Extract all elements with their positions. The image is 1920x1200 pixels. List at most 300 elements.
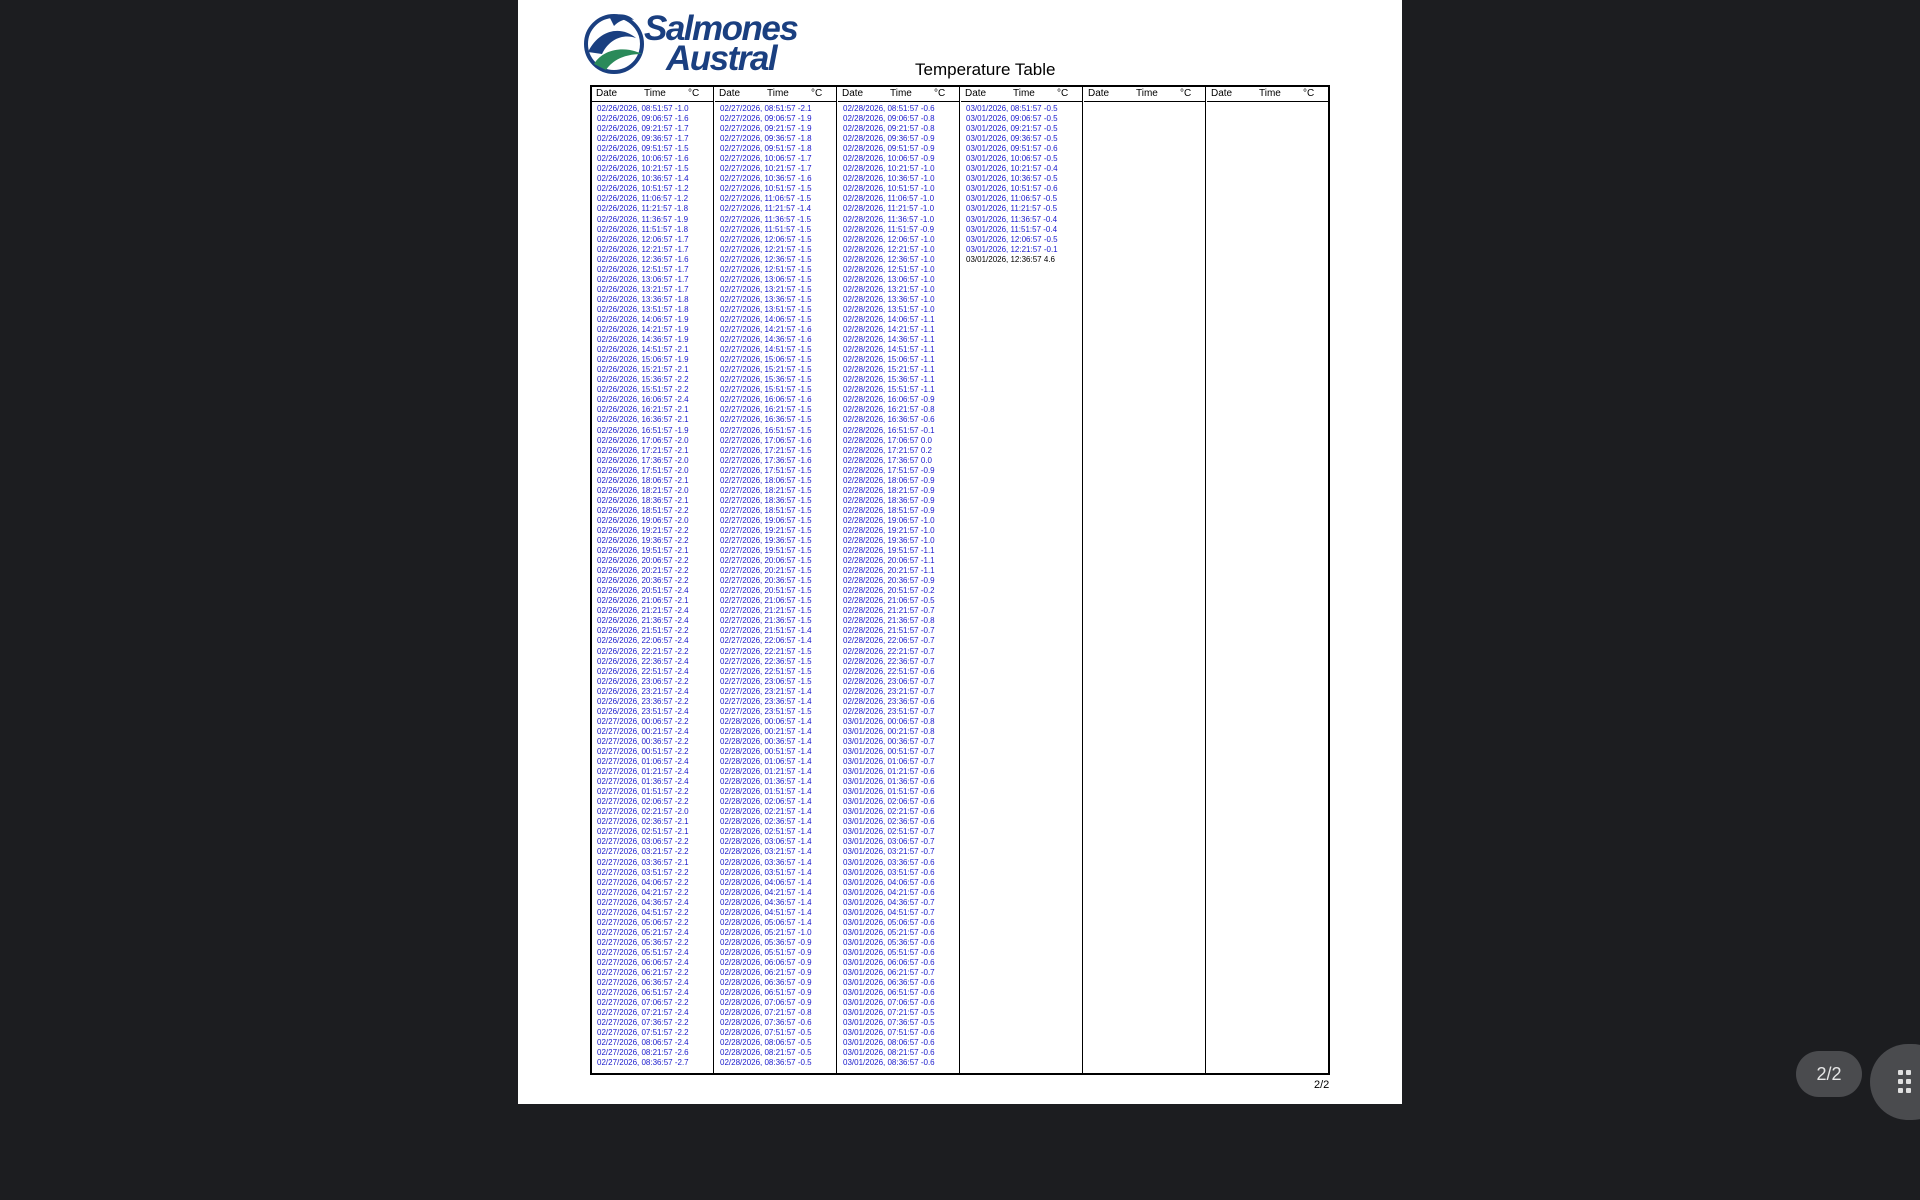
table-row: 02/26/2026, 21:06:57 -2.1 — [597, 596, 689, 606]
table-row: 02/28/2026, 04:51:57 -1.4 — [720, 907, 812, 917]
table-row: 02/28/2026, 04:21:57 -1.4 — [720, 887, 812, 897]
table-row: 02/28/2026, 11:06:57 -1.0 — [843, 194, 935, 204]
table-row: 02/27/2026, 05:06:57 -2.2 — [597, 917, 689, 927]
table-row: 02/28/2026, 15:06:57 -1.1 — [843, 355, 935, 365]
table-row: 03/01/2026, 02:36:57 -0.6 — [843, 817, 935, 827]
table-row: 02/27/2026, 11:21:57 -1.4 — [720, 204, 812, 214]
table-column — [838, 87, 960, 1073]
table-row: 02/27/2026, 16:21:57 -1.5 — [720, 405, 812, 415]
table-row: 02/28/2026, 13:21:57 -1.0 — [843, 284, 935, 294]
table-row: 02/27/2026, 12:21:57 -1.5 — [720, 244, 812, 254]
table-row: 03/01/2026, 12:36:57 4.6 — [966, 254, 1055, 264]
table-row: 02/28/2026, 20:06:57 -1.1 — [843, 556, 935, 566]
table-row: 02/26/2026, 16:51:57 -1.9 — [597, 425, 689, 435]
page-counter-badge[interactable]: 2/2 — [1796, 1051, 1862, 1097]
table-row: 02/26/2026, 18:06:57 -2.1 — [597, 475, 689, 485]
table-row: 02/28/2026, 18:36:57 -0.9 — [843, 495, 935, 505]
table-row: 03/01/2026, 10:36:57 -0.5 — [966, 174, 1058, 184]
table-row: 02/26/2026, 08:51:57 -1.0 — [597, 104, 689, 113]
table-row: 02/27/2026, 18:21:57 -1.5 — [720, 485, 812, 495]
table-row: 02/27/2026, 14:36:57 -1.6 — [720, 335, 812, 345]
table-row: 02/27/2026, 11:06:57 -1.5 — [720, 194, 812, 204]
table-row: 02/28/2026, 09:06:57 -0.8 — [843, 114, 935, 124]
table-row: 03/01/2026, 08:36:57 -0.6 — [843, 1058, 935, 1068]
table-row: 02/28/2026, 22:36:57 -0.7 — [843, 656, 935, 666]
table-row: 02/27/2026, 09:06:57 -1.9 — [720, 114, 812, 124]
table-row: 02/26/2026, 23:06:57 -2.2 — [597, 676, 689, 686]
document-title: Temperature Table — [915, 60, 1056, 79]
table-row: 02/26/2026, 17:36:57 -2.0 — [597, 455, 689, 465]
table-row: 02/26/2026, 23:51:57 -2.4 — [597, 706, 689, 716]
table-row: 03/01/2026, 00:51:57 -0.7 — [843, 747, 935, 756]
table-row: 02/26/2026, 18:51:57 -2.2 — [597, 505, 689, 515]
column-header — [592, 87, 713, 102]
table-row: 03/01/2026, 04:21:57 -0.6 — [843, 887, 935, 897]
table-row: 02/28/2026, 10:21:57 -1.0 — [843, 164, 935, 174]
table-row: 02/28/2026, 08:36:57 -0.5 — [720, 1058, 812, 1068]
table-row: 03/01/2026, 10:06:57 -0.5 — [966, 154, 1058, 164]
table-row: 02/28/2026, 04:06:57 -1.4 — [720, 877, 812, 887]
table-row: 03/01/2026, 04:51:57 -0.7 — [843, 907, 935, 917]
table-row: 02/26/2026, 19:51:57 -2.1 — [597, 546, 689, 556]
table-row: 02/27/2026, 22:06:57 -1.4 — [720, 636, 812, 646]
logo-text-line2: Austral — [666, 39, 777, 78]
header-time: Time — [767, 88, 789, 99]
table-row: 02/28/2026, 06:06:57 -0.9 — [720, 957, 812, 967]
table-row: 02/26/2026, 22:21:57 -2.2 — [597, 646, 689, 656]
table-row: 03/01/2026, 10:21:57 -0.4 — [966, 164, 1058, 174]
table-row: 02/27/2026, 04:06:57 -2.2 — [597, 877, 689, 887]
table-row: 02/28/2026, 15:36:57 -1.1 — [843, 375, 935, 385]
table-row: 02/27/2026, 00:21:57 -2.4 — [597, 726, 689, 736]
table-row: 02/26/2026, 10:06:57 -1.6 — [597, 154, 689, 164]
table-row: 02/27/2026, 06:21:57 -2.2 — [597, 968, 689, 978]
table-row: 02/28/2026, 17:36:57 0.0 — [843, 455, 932, 465]
table-row: 03/01/2026, 09:21:57 -0.5 — [966, 124, 1058, 134]
column-header — [961, 87, 1082, 102]
table-row: 03/01/2026, 01:36:57 -0.6 — [843, 777, 935, 787]
table-column — [1207, 87, 1328, 1073]
table-row: 02/28/2026, 13:51:57 -1.0 — [843, 304, 935, 314]
table-row: 02/28/2026, 09:51:57 -0.9 — [843, 144, 935, 154]
table-row: 02/28/2026, 03:36:57 -1.4 — [720, 857, 812, 867]
table-row: 02/27/2026, 23:21:57 -1.4 — [720, 686, 812, 696]
table-row: 02/28/2026, 07:36:57 -0.6 — [720, 1018, 812, 1028]
header-date: Date — [1211, 88, 1233, 99]
table-row: 02/28/2026, 21:36:57 -0.8 — [843, 616, 935, 626]
table-row: 02/27/2026, 21:21:57 -1.5 — [720, 606, 812, 616]
table-row: 02/28/2026, 19:36:57 -1.0 — [843, 536, 935, 546]
table-row: 02/27/2026, 13:36:57 -1.5 — [720, 294, 812, 304]
table-row: 03/01/2026, 06:21:57 -0.7 — [843, 968, 935, 978]
table-row: 02/26/2026, 18:36:57 -2.1 — [597, 495, 689, 505]
table-row: 02/26/2026, 22:36:57 -2.4 — [597, 656, 689, 666]
table-row: 02/27/2026, 05:51:57 -2.4 — [597, 947, 689, 957]
table-row: 03/01/2026, 00:21:57 -0.8 — [843, 726, 935, 736]
table-row: 02/28/2026, 00:06:57 -1.4 — [720, 716, 812, 726]
table-row: 02/26/2026, 21:51:57 -2.2 — [597, 626, 689, 636]
table-row: 02/27/2026, 02:06:57 -2.2 — [597, 797, 689, 807]
table-row: 02/26/2026, 12:51:57 -1.7 — [597, 264, 689, 274]
table-row: 02/28/2026, 18:51:57 -0.9 — [843, 505, 935, 515]
table-row: 03/01/2026, 05:06:57 -0.6 — [843, 917, 935, 927]
table-row: 02/27/2026, 10:06:57 -1.7 — [720, 154, 812, 164]
table-row: 02/27/2026, 14:21:57 -1.6 — [720, 325, 812, 335]
column-header — [838, 87, 959, 102]
header-unit: °C — [1303, 88, 1315, 99]
table-row: 02/28/2026, 12:21:57 -1.0 — [843, 244, 935, 254]
table-row: 03/01/2026, 05:21:57 -0.6 — [843, 927, 935, 937]
table-row: 02/27/2026, 00:06:57 -2.2 — [597, 716, 689, 726]
table-row: 02/28/2026, 10:06:57 -0.9 — [843, 154, 935, 164]
table-row: 02/28/2026, 02:06:57 -1.4 — [720, 797, 812, 807]
table-row: 02/27/2026, 17:21:57 -1.5 — [720, 445, 812, 455]
table-row: 02/27/2026, 23:36:57 -1.4 — [720, 696, 812, 706]
table-row: 02/28/2026, 00:51:57 -1.4 — [720, 747, 812, 756]
table-row: 02/28/2026, 16:06:57 -0.9 — [843, 395, 935, 405]
table-row: 02/27/2026, 05:21:57 -2.4 — [597, 927, 689, 937]
table-row: 03/01/2026, 03:51:57 -0.6 — [843, 867, 935, 877]
table-row: 02/27/2026, 21:51:57 -1.4 — [720, 626, 812, 636]
table-row: 03/01/2026, 08:06:57 -0.6 — [843, 1038, 935, 1048]
table-row: 02/27/2026, 12:51:57 -1.5 — [720, 264, 812, 274]
table-row: 02/27/2026, 10:21:57 -1.7 — [720, 164, 812, 174]
table-row: 03/01/2026, 07:21:57 -0.5 — [843, 1008, 935, 1018]
table-row: 02/28/2026, 08:06:57 -0.5 — [720, 1038, 812, 1048]
table-row: 02/27/2026, 06:36:57 -2.4 — [597, 978, 689, 988]
table-row: 02/28/2026, 17:06:57 0.0 — [843, 435, 932, 445]
table-row: 02/26/2026, 20:21:57 -2.2 — [597, 566, 689, 576]
table-row: 02/26/2026, 15:06:57 -1.9 — [597, 355, 689, 365]
table-row: 02/27/2026, 13:21:57 -1.5 — [720, 284, 812, 294]
temperature-table — [590, 85, 1330, 1075]
table-row: 02/26/2026, 13:51:57 -1.8 — [597, 304, 689, 314]
table-row: 02/27/2026, 00:36:57 -2.2 — [597, 736, 689, 746]
table-row: 02/28/2026, 03:51:57 -1.4 — [720, 867, 812, 877]
table-row: 02/28/2026, 16:36:57 -0.6 — [843, 415, 935, 425]
salmon-logo-icon — [580, 8, 650, 76]
table-row: 02/27/2026, 19:36:57 -1.5 — [720, 536, 812, 546]
table-row: 02/28/2026, 12:51:57 -1.0 — [843, 264, 935, 274]
table-row: 02/28/2026, 11:36:57 -1.0 — [843, 214, 935, 224]
header-unit: °C — [811, 88, 823, 99]
table-row: 02/26/2026, 17:06:57 -2.0 — [597, 435, 689, 445]
header-time: Time — [1259, 88, 1281, 99]
table-row: 02/26/2026, 20:51:57 -2.4 — [597, 586, 689, 596]
table-row: 02/27/2026, 09:36:57 -1.8 — [720, 134, 812, 144]
table-row: 02/27/2026, 03:06:57 -2.2 — [597, 837, 689, 847]
table-row: 02/28/2026, 06:36:57 -0.9 — [720, 978, 812, 988]
table-row: 02/26/2026, 15:21:57 -2.1 — [597, 365, 689, 375]
table-row: 03/01/2026, 03:06:57 -0.7 — [843, 837, 935, 847]
table-row: 03/01/2026, 06:51:57 -0.6 — [843, 988, 935, 998]
table-row: 02/26/2026, 21:21:57 -2.4 — [597, 606, 689, 616]
table-row: 02/26/2026, 15:36:57 -2.2 — [597, 375, 689, 385]
table-row: 03/01/2026, 11:21:57 -0.5 — [966, 204, 1058, 214]
table-row: 02/27/2026, 23:06:57 -1.5 — [720, 676, 812, 686]
logo-text-line1: Salmones — [644, 9, 798, 48]
table-row: 03/01/2026, 07:51:57 -0.6 — [843, 1028, 935, 1038]
table-row: 02/26/2026, 17:51:57 -2.0 — [597, 465, 689, 475]
table-row: 02/27/2026, 15:21:57 -1.5 — [720, 365, 812, 375]
table-row: 02/27/2026, 06:06:57 -2.4 — [597, 957, 689, 967]
table-column — [961, 87, 1083, 1073]
table-row: 03/01/2026, 02:51:57 -0.7 — [843, 827, 935, 837]
table-row: 02/27/2026, 13:06:57 -1.5 — [720, 274, 812, 284]
table-row: 02/28/2026, 11:21:57 -1.0 — [843, 204, 935, 214]
header-unit: °C — [1057, 88, 1069, 99]
table-row: 02/27/2026, 04:51:57 -2.2 — [597, 907, 689, 917]
header-time: Time — [1136, 88, 1158, 99]
table-row: 02/28/2026, 17:21:57 0.2 — [843, 445, 932, 455]
table-row: 02/27/2026, 16:51:57 -1.5 — [720, 425, 812, 435]
table-row: 03/01/2026, 08:21:57 -0.6 — [843, 1048, 935, 1058]
table-row: 02/26/2026, 10:51:57 -1.2 — [597, 184, 689, 194]
table-row: 02/27/2026, 08:51:57 -2.1 — [720, 104, 812, 113]
table-row: 03/01/2026, 09:36:57 -0.5 — [966, 134, 1058, 144]
table-row: 02/27/2026, 12:06:57 -1.5 — [720, 234, 812, 244]
table-row: 02/28/2026, 00:36:57 -1.4 — [720, 736, 812, 746]
table-row: 03/01/2026, 01:21:57 -0.6 — [843, 767, 935, 777]
table-row: 02/28/2026, 01:21:57 -1.4 — [720, 767, 812, 777]
table-row: 02/27/2026, 07:36:57 -2.2 — [597, 1018, 689, 1028]
table-row: 02/27/2026, 04:21:57 -2.2 — [597, 887, 689, 897]
grid-dots-icon — [1898, 1070, 1912, 1094]
table-row: 02/27/2026, 00:51:57 -2.2 — [597, 747, 689, 756]
table-row: 02/27/2026, 09:21:57 -1.9 — [720, 124, 812, 134]
table-row: 02/26/2026, 14:51:57 -2.1 — [597, 345, 689, 355]
table-row: 02/27/2026, 05:36:57 -2.2 — [597, 937, 689, 947]
table-row: 02/26/2026, 14:36:57 -1.9 — [597, 335, 689, 345]
table-row: 02/28/2026, 14:51:57 -1.1 — [843, 345, 935, 355]
table-row: 03/01/2026, 11:51:57 -0.4 — [966, 224, 1058, 234]
table-row: 02/26/2026, 16:21:57 -2.1 — [597, 405, 689, 415]
table-row: 03/01/2026, 03:36:57 -0.6 — [843, 857, 935, 867]
table-row: 02/27/2026, 01:21:57 -2.4 — [597, 767, 689, 777]
table-row: 02/27/2026, 13:51:57 -1.5 — [720, 304, 812, 314]
table-row: 02/28/2026, 21:51:57 -0.7 — [843, 626, 935, 636]
table-row: 02/27/2026, 19:51:57 -1.5 — [720, 546, 812, 556]
table-row: 02/27/2026, 01:36:57 -2.4 — [597, 777, 689, 787]
table-row: 02/27/2026, 02:21:57 -2.0 — [597, 807, 689, 817]
table-row: 03/01/2026, 00:06:57 -0.8 — [843, 716, 935, 726]
table-row: 02/28/2026, 16:51:57 -0.1 — [843, 425, 935, 435]
table-row: 02/28/2026, 22:06:57 -0.7 — [843, 636, 935, 646]
table-row: 02/27/2026, 22:51:57 -1.5 — [720, 666, 812, 676]
table-row: 02/27/2026, 08:21:57 -2.6 — [597, 1048, 689, 1058]
table-row: 03/01/2026, 07:06:57 -0.6 — [843, 998, 935, 1008]
table-row: 02/26/2026, 21:36:57 -2.4 — [597, 616, 689, 626]
table-row: 02/27/2026, 16:36:57 -1.5 — [720, 415, 812, 425]
header-date: Date — [842, 88, 864, 99]
table-row: 02/28/2026, 06:51:57 -0.9 — [720, 988, 812, 998]
table-row: 03/01/2026, 10:51:57 -0.6 — [966, 184, 1058, 194]
table-row: 02/28/2026, 06:21:57 -0.9 — [720, 968, 812, 978]
table-row: 02/26/2026, 19:36:57 -2.2 — [597, 536, 689, 546]
table-row: 02/26/2026, 13:06:57 -1.7 — [597, 274, 689, 284]
table-row: 02/28/2026, 16:21:57 -0.8 — [843, 405, 935, 415]
table-row: 02/26/2026, 10:36:57 -1.4 — [597, 174, 689, 184]
table-row: 02/28/2026, 02:36:57 -1.4 — [720, 817, 812, 827]
table-row: 02/28/2026, 10:51:57 -1.0 — [843, 184, 935, 194]
table-row: 02/27/2026, 10:36:57 -1.6 — [720, 174, 812, 184]
table-row: 02/27/2026, 17:06:57 -1.6 — [720, 435, 812, 445]
table-row: 02/28/2026, 13:36:57 -1.0 — [843, 294, 935, 304]
table-row: 02/28/2026, 09:36:57 -0.9 — [843, 134, 935, 144]
table-row: 02/27/2026, 21:06:57 -1.5 — [720, 596, 812, 606]
table-row: 02/26/2026, 11:21:57 -1.8 — [597, 204, 689, 214]
table-row: 02/27/2026, 19:06:57 -1.5 — [720, 515, 812, 525]
table-row: 02/28/2026, 18:06:57 -0.9 — [843, 475, 935, 485]
table-row: 02/28/2026, 12:36:57 -1.0 — [843, 254, 935, 264]
table-row: 02/27/2026, 07:06:57 -2.2 — [597, 998, 689, 1008]
table-row: 02/26/2026, 15:51:57 -2.2 — [597, 385, 689, 395]
table-row: 02/27/2026, 17:36:57 -1.6 — [720, 455, 812, 465]
table-row: 02/27/2026, 02:51:57 -2.1 — [597, 827, 689, 837]
table-column — [715, 87, 837, 1073]
table-row: 02/27/2026, 20:36:57 -1.5 — [720, 576, 812, 586]
table-row: 03/01/2026, 00:36:57 -0.7 — [843, 736, 935, 746]
table-row: 02/28/2026, 20:21:57 -1.1 — [843, 566, 935, 576]
table-row: 02/28/2026, 22:51:57 -0.6 — [843, 666, 935, 676]
table-row: 02/27/2026, 16:06:57 -1.6 — [720, 395, 812, 405]
table-row: 03/01/2026, 07:36:57 -0.5 — [843, 1018, 935, 1028]
table-row: 02/27/2026, 18:51:57 -1.5 — [720, 505, 812, 515]
table-row: 02/26/2026, 12:36:57 -1.6 — [597, 254, 689, 264]
table-row: 02/28/2026, 12:06:57 -1.0 — [843, 234, 935, 244]
table-row: 02/26/2026, 13:36:57 -1.8 — [597, 294, 689, 304]
table-row: 02/28/2026, 20:51:57 -0.2 — [843, 586, 935, 596]
header-time: Time — [644, 88, 666, 99]
table-row: 03/01/2026, 04:06:57 -0.6 — [843, 877, 935, 887]
column-header — [1207, 87, 1328, 102]
page-number: 2/2 — [1314, 1079, 1330, 1091]
table-row: 02/27/2026, 04:36:57 -2.4 — [597, 897, 689, 907]
table-row: 02/28/2026, 08:51:57 -0.6 — [843, 104, 935, 113]
table-row: 02/26/2026, 16:36:57 -2.1 — [597, 415, 689, 425]
table-row: 02/26/2026, 12:06:57 -1.7 — [597, 234, 689, 244]
table-row: 02/27/2026, 15:36:57 -1.5 — [720, 375, 812, 385]
table-row: 03/01/2026, 06:06:57 -0.6 — [843, 957, 935, 967]
table-row: 03/01/2026, 12:06:57 -0.5 — [966, 234, 1058, 244]
table-row: 02/26/2026, 12:21:57 -1.7 — [597, 244, 689, 254]
table-row: 02/27/2026, 03:36:57 -2.1 — [597, 857, 689, 867]
table-row: 02/28/2026, 11:51:57 -0.9 — [843, 224, 935, 234]
table-row: 02/28/2026, 07:51:57 -0.5 — [720, 1028, 812, 1038]
table-row: 02/26/2026, 18:21:57 -2.0 — [597, 485, 689, 495]
table-row: 02/27/2026, 18:06:57 -1.5 — [720, 475, 812, 485]
table-row: 02/28/2026, 01:51:57 -1.4 — [720, 787, 812, 797]
column-header — [715, 87, 836, 102]
table-row: 02/28/2026, 15:51:57 -1.1 — [843, 385, 935, 395]
table-row: 02/27/2026, 10:51:57 -1.5 — [720, 184, 812, 194]
table-row: 02/26/2026, 23:21:57 -2.4 — [597, 686, 689, 696]
table-row: 02/28/2026, 10:36:57 -1.0 — [843, 174, 935, 184]
table-row: 02/26/2026, 14:21:57 -1.9 — [597, 325, 689, 335]
table-row: 02/27/2026, 01:06:57 -2.4 — [597, 757, 689, 767]
company-logo — [580, 8, 800, 76]
table-row: 02/28/2026, 18:21:57 -0.9 — [843, 485, 935, 495]
table-row: 02/27/2026, 20:21:57 -1.5 — [720, 566, 812, 576]
table-row: 02/26/2026, 20:06:57 -2.2 — [597, 556, 689, 566]
table-row: 02/28/2026, 07:21:57 -0.8 — [720, 1008, 812, 1018]
table-row: 02/27/2026, 14:06:57 -1.5 — [720, 314, 812, 324]
table-column — [1084, 87, 1206, 1073]
header-unit: °C — [1180, 88, 1192, 99]
table-row: 02/28/2026, 08:21:57 -0.5 — [720, 1048, 812, 1058]
table-row: 02/28/2026, 02:21:57 -1.4 — [720, 807, 812, 817]
table-row: 02/28/2026, 23:36:57 -0.6 — [843, 696, 935, 706]
table-row: 02/28/2026, 13:06:57 -1.0 — [843, 274, 935, 284]
table-row: 02/27/2026, 09:51:57 -1.8 — [720, 144, 812, 154]
table-row: 03/01/2026, 11:36:57 -0.4 — [966, 214, 1058, 224]
table-column — [592, 87, 714, 1073]
table-row: 02/27/2026, 17:51:57 -1.5 — [720, 465, 812, 475]
table-row: 02/27/2026, 11:51:57 -1.5 — [720, 224, 812, 234]
table-row: 02/27/2026, 15:51:57 -1.5 — [720, 385, 812, 395]
table-row: 02/27/2026, 20:06:57 -1.5 — [720, 556, 812, 566]
table-row: 02/28/2026, 19:51:57 -1.1 — [843, 546, 935, 556]
table-row: 03/01/2026, 09:51:57 -0.6 — [966, 144, 1058, 154]
table-row: 02/26/2026, 22:06:57 -2.4 — [597, 636, 689, 646]
table-row: 02/27/2026, 08:06:57 -2.4 — [597, 1038, 689, 1048]
table-row: 02/27/2026, 19:21:57 -1.5 — [720, 525, 812, 535]
table-row: 03/01/2026, 11:06:57 -0.5 — [966, 194, 1058, 204]
table-row: 02/26/2026, 20:36:57 -2.2 — [597, 576, 689, 586]
table-row: 03/01/2026, 01:06:57 -0.7 — [843, 757, 935, 767]
table-row: 02/27/2026, 14:51:57 -1.5 — [720, 345, 812, 355]
table-row: 02/27/2026, 18:36:57 -1.5 — [720, 495, 812, 505]
column-header — [1084, 87, 1205, 102]
table-row: 03/01/2026, 02:21:57 -0.6 — [843, 807, 935, 817]
table-row: 02/28/2026, 07:06:57 -0.9 — [720, 998, 812, 1008]
table-row: 02/26/2026, 16:06:57 -2.4 — [597, 395, 689, 405]
table-row: 02/27/2026, 07:21:57 -2.4 — [597, 1008, 689, 1018]
table-row: 02/28/2026, 14:21:57 -1.1 — [843, 325, 935, 335]
table-row: 02/27/2026, 23:51:57 -1.5 — [720, 706, 812, 716]
table-row: 03/01/2026, 06:36:57 -0.6 — [843, 978, 935, 988]
table-row: 02/26/2026, 22:51:57 -2.4 — [597, 666, 689, 676]
header-unit: °C — [934, 88, 946, 99]
table-row: 02/28/2026, 19:21:57 -1.0 — [843, 525, 935, 535]
table-row: 02/26/2026, 11:36:57 -1.9 — [597, 214, 689, 224]
table-row: 02/28/2026, 03:06:57 -1.4 — [720, 837, 812, 847]
header-time: Time — [1013, 88, 1035, 99]
table-row: 02/27/2026, 01:51:57 -2.2 — [597, 787, 689, 797]
table-row: 02/27/2026, 02:36:57 -2.1 — [597, 817, 689, 827]
table-row: 02/27/2026, 06:51:57 -2.4 — [597, 988, 689, 998]
table-row: 02/27/2026, 03:51:57 -2.2 — [597, 867, 689, 877]
table-row: 02/28/2026, 14:06:57 -1.1 — [843, 314, 935, 324]
table-row: 02/27/2026, 22:21:57 -1.5 — [720, 646, 812, 656]
table-row: 02/28/2026, 19:06:57 -1.0 — [843, 515, 935, 525]
table-row: 02/28/2026, 23:21:57 -0.7 — [843, 686, 935, 696]
table-row: 02/28/2026, 05:36:57 -0.9 — [720, 937, 812, 947]
table-row: 02/28/2026, 05:51:57 -0.9 — [720, 947, 812, 957]
header-date: Date — [965, 88, 987, 99]
document-page — [518, 0, 1402, 1104]
apps-menu-button[interactable] — [1870, 1044, 1920, 1120]
table-row: 03/01/2026, 08:51:57 -0.5 — [966, 104, 1058, 113]
table-row: 02/26/2026, 09:06:57 -1.6 — [597, 114, 689, 124]
table-row: 02/26/2026, 14:06:57 -1.9 — [597, 314, 689, 324]
table-row: 02/27/2026, 08:36:57 -2.7 — [597, 1058, 689, 1068]
table-row: 02/28/2026, 23:06:57 -0.7 — [843, 676, 935, 686]
table-row: 02/28/2026, 01:06:57 -1.4 — [720, 757, 812, 767]
table-row: 03/01/2026, 04:36:57 -0.7 — [843, 897, 935, 907]
table-row: 03/01/2026, 12:21:57 -0.1 — [966, 244, 1058, 254]
table-row: 02/28/2026, 23:51:57 -0.7 — [843, 706, 935, 716]
